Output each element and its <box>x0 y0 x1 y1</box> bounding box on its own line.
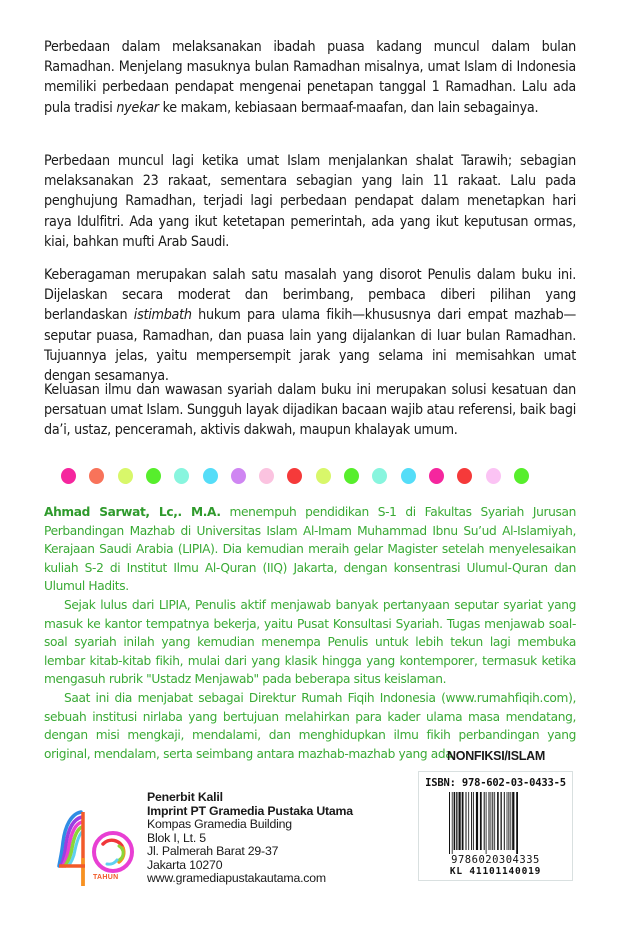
barcode-bar <box>449 792 450 854</box>
isbn-barcode <box>418 771 573 881</box>
divider-dot <box>259 468 274 484</box>
logo-tahun-label: TAHUN <box>93 874 119 881</box>
divider-dot <box>486 468 501 484</box>
divider-dot <box>514 468 529 484</box>
publisher-address-line: Blok I, Lt. 5 <box>147 830 206 845</box>
barcode-bar <box>497 792 499 850</box>
publisher-address-line: Jl. Palmerah Barat 29-37 <box>147 844 279 858</box>
divider-dot <box>287 468 302 484</box>
barcode-bar <box>492 792 493 850</box>
kl-code: KL 41101140019 <box>449 866 542 877</box>
blurb-text: Keberagaman merupakan salah satu masalah yang disorot Penulis dalam buku ini. Dijelaskan secara moderat dan berimbang, pembaca diberi pilihan yang berlandaskan <box>44 267 576 324</box>
publisher-website: www.gramediapustakautama.com <box>147 871 326 885</box>
blurb-text: Perbedaan dalam melaksanakan ibadah puasa kadang muncul dalam bulan Ramadhan. Menjelang masuknya bulan Ramadhan misalnya, umat Islam di Indonesia memiliki perbedaan pendapat mengenai penetapan tanggal 1 Ramadhan. Lalu ada pula tradisi <box>44 39 576 116</box>
isbn-label: ISBN: 978-602-03-0433-5 <box>425 777 566 789</box>
barcode-bar <box>468 792 469 850</box>
barcode-bar <box>462 792 464 850</box>
blurb-italic-term: istimbath <box>133 307 192 324</box>
barcode-bar <box>508 792 509 850</box>
barcode-bar <box>452 792 453 854</box>
author-name: Ahmad Sarwat, Lc,. M.A. <box>44 505 221 519</box>
blurb-text: Perbedaan muncul lagi ketika umat Islam menjalankan shalat Tarawih; sebagian melaksanakan 23 rakaat, sementara sebagian yang lain 11 rakaat. Lalu pada penghujung Ramadhan, terjadi lagi perbedaan pendapat dalam menetapkan hari raya Idulfitri. Ada yang ikut ketetapan pemerintah, ada yang ikut keputusan ormas, kiai, bahkan mufti Arab Saudi. <box>44 153 576 250</box>
blurb-paragraph-1 <box>44 37 576 118</box>
barcode-bar <box>476 792 478 850</box>
barcode-bar <box>507 792 508 850</box>
barcode-bar <box>456 792 457 850</box>
blurb-paragraph-3 <box>44 265 576 386</box>
divider-dot <box>89 468 104 484</box>
barcode-bar <box>512 792 514 850</box>
barcode-bar <box>471 792 472 850</box>
divider-dot <box>174 468 189 484</box>
barcode-bars-icon <box>449 792 541 854</box>
colored-dots-divider <box>61 468 561 484</box>
divider-dot <box>61 468 76 484</box>
author-bio <box>44 503 576 763</box>
ean-digits: 9786020304335 <box>451 854 540 866</box>
divider-dot <box>457 468 472 484</box>
barcode-bar <box>504 792 505 850</box>
barcode-bar <box>480 792 482 850</box>
divider-dot <box>231 468 246 484</box>
divider-dot <box>401 468 416 484</box>
blurb-paragraph-4 <box>44 380 576 441</box>
category-label: NONFIKSI/ISLAM <box>447 749 545 763</box>
barcode-bar <box>516 792 518 854</box>
divider-dot <box>344 468 359 484</box>
barcode-bar <box>486 792 487 854</box>
author-bio-paragraph-3: Saat ini dia menjabat sebagai Direktur Rumah Fiqih Indonesia (www.rumahfiqih.com), sebuah institusi nirlaba yang bertujuan melahirkan para kader ulama masa mendatang, dengan misi mengkaji, mendalami, dan menghidupkan ilmu fikih perbandingan yang original, mendalam, serta seimbang antara mazhab-mazhab yang ada. <box>44 690 576 761</box>
divider-dot <box>316 468 331 484</box>
divider-dot <box>146 468 161 484</box>
publisher-address-line: Kompas Gramedia Building <box>147 817 292 831</box>
barcode-bar <box>501 792 502 850</box>
barcode-bar <box>459 792 461 850</box>
publisher-name: Penerbit Kalil <box>147 790 223 804</box>
barcode-bar <box>473 792 474 850</box>
publisher-address-line: Jakarta 10270 <box>147 857 223 872</box>
blurb-italic-term: nyekar <box>116 99 159 116</box>
publisher-imprint: Imprint PT Gramedia Pustaka Utama <box>147 803 353 818</box>
blurb-text: ke makam, kebiasaan bermaaf-maafan, dan lain sebagainya. <box>158 99 539 116</box>
author-bio-paragraph-2: Sejak lulus dari LIPIA, Penulis aktif menjawab banyak pertanyaan seputar syariat yang masuk ke kantor tempatnya bekerja, yaitu Pusat Konsultasi Syariah. Tugas menjawab soal-soal syariah inilah yang kemudian menempa Penulis untuk lebih tekun lagi membuka lembar kitab-kitab fikih, mulai dari yang klasik hingga yang kontemporer, termasuk ketika mengasuh rubrik "Ustadz Menjawab" pada beberapa situs keislaman. <box>44 597 576 687</box>
blurb-text: hukum para ulama fikih—khususnya dari empat mazhab—seputar puasa, Ramadhan, dan puasa lain yang dijalankan di luar bulan Ramadhan. Tujuannya jelas, yaitu mempersempit jarak yang selama ini memisahkan umat dengan sesamanya. <box>44 307 576 385</box>
divider-dot <box>203 468 218 484</box>
divider-dot <box>118 468 133 484</box>
barcode-bar <box>454 792 456 850</box>
blurb-paragraph-2 <box>44 151 576 252</box>
barcode-bar <box>484 792 485 850</box>
divider-dot <box>429 468 444 484</box>
barcode-bar <box>466 792 467 850</box>
divider-dot <box>372 468 387 484</box>
author-bio-paragraph-1 <box>44 503 576 596</box>
publisher-info <box>147 791 353 886</box>
barcode-bar <box>489 792 490 850</box>
barcode-bar <box>510 792 511 850</box>
blurb-text: Keluasan ilmu dan wawasan syariah dalam buku ini merupakan solusi kesatuan dan persatuan umat Islam. Sungguh layak dijadikan bacaan wajib atau referensi, baik bagi da’i, ustaz, penceramah, aktivis dakwah, maupun khalayak umum. <box>44 382 576 439</box>
author-bio-text: menempuh pendidikan S-1 di Fakultas Syariah Jurusan Perbandingan Mazhab di Universitas Islam Al-Imam Muhammad Ibnu Su’ud Al-Islamiyah, Kerajaan Saudi Arabia (LIPIA). Dia kemudian meraih gelar Magister setelah menyelesaikan kuliah S-2 di Institut Ilmu Al-Quran (IIQ) Jakarta, dengan konsentrasi Ulumul-Quran dan Ulumul Hadits. <box>44 505 577 594</box>
barcode-bar <box>494 792 495 850</box>
barcode-bar <box>491 792 492 850</box>
